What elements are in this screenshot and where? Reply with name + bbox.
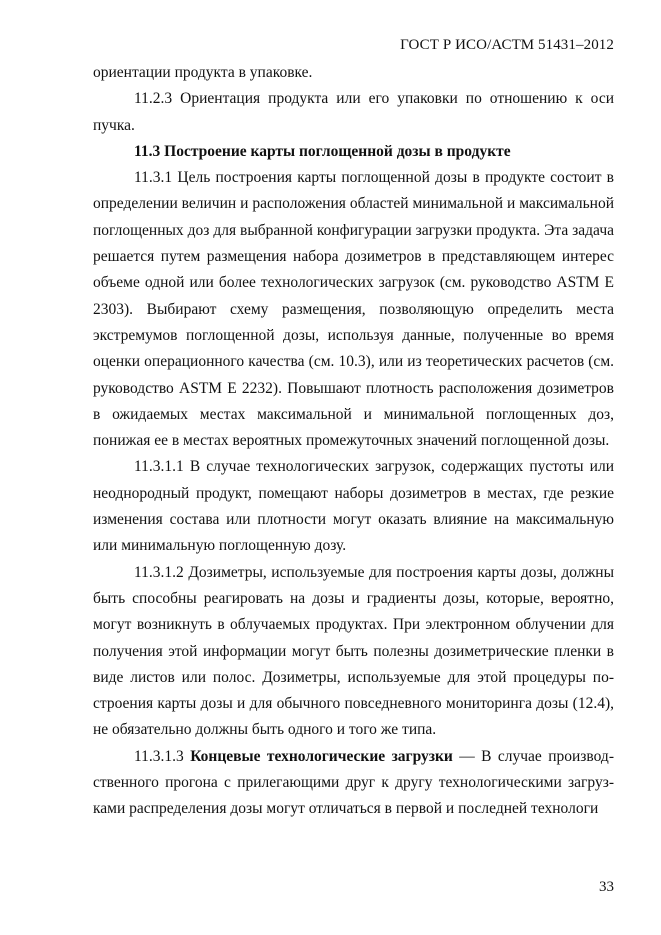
paragraph-11-3-1: 11.3.1 Цель построения карты поглощенной дозы в продукте состоит в определении величин и расположения областей минимальной и максимальной поглощенных доз для выбранной конфигурации загрузки продукта. Эта задача решается путем размещения набора дозиметров в представляющем интерес объеме одной или более технологических загрузок (см. руководство ASTM E 2303). Выбирают схему размещения, позволяющую определить места экстремумов поглощенной дозы, используя данные, полученные во время оценки операционного качества (см. 10.3), или из теоретических расчетов (см. руководство ASTM E 2232). Повышают плотность расположения дозиметров в ожидаемых местах максимальной и минимальной поглощенных доз, понижая ее в местах вероятных промежуточных значений поглощенной дозы.	[93, 169, 614, 450]
section-heading-11-3: 11.3 Построение карты поглощенной дозы в продукте	[134, 142, 511, 160]
page-number: 33	[599, 879, 614, 895]
paragraph-11-3-1-3	[93, 744, 614, 823]
document-body	[93, 60, 614, 823]
paragraph-continuation: ориентации продукта в упаковке.	[93, 64, 313, 81]
paragraph-text: — В случае производственного прогона с прилегающими друг к другу технологическими загрузками распределения дозы могут отличаться в первой и последней технологи	[93, 747, 614, 818]
paragraph-11-3-1-1: 11.3.1.1 В случае технологических загрузок, содержащих пустоты или неоднородный продукт, помещают наборы дозиметров в местах, где резкие изменения состава или плотности могут оказать влияние на максимальную или минимальную поглощенную дозу.	[93, 458, 614, 555]
document-header: ГОСТ Р ИСО/АСТМ 51431–2012	[400, 37, 614, 53]
paragraph-11-3-1-2: 11.3.1.2 Дозиметры, используемые для построения карты дозы, должны быть способны реагировать на дозы и градиенты дозы, которые, вероятно, могут возникнуть в облучаемых продуктах. При электронном облучении для получения этой информации могут быть полезны дозиметрические пленки в виде листов или полос. Дозиметры, используемые для этой процедуры построения карты дозы и для обычного повседневного мониторинга дозы (12.4), не обязательно должны быть одного и того же типа.	[93, 563, 614, 739]
paragraph-11-2-3: 11.2.3 Ориентация продукта или его упаковки по отношению к оси пучка.	[93, 90, 614, 134]
paragraph-number: 11.3.1.3	[134, 747, 191, 765]
bold-term: Концевые технологические загрузки	[190, 747, 453, 765]
